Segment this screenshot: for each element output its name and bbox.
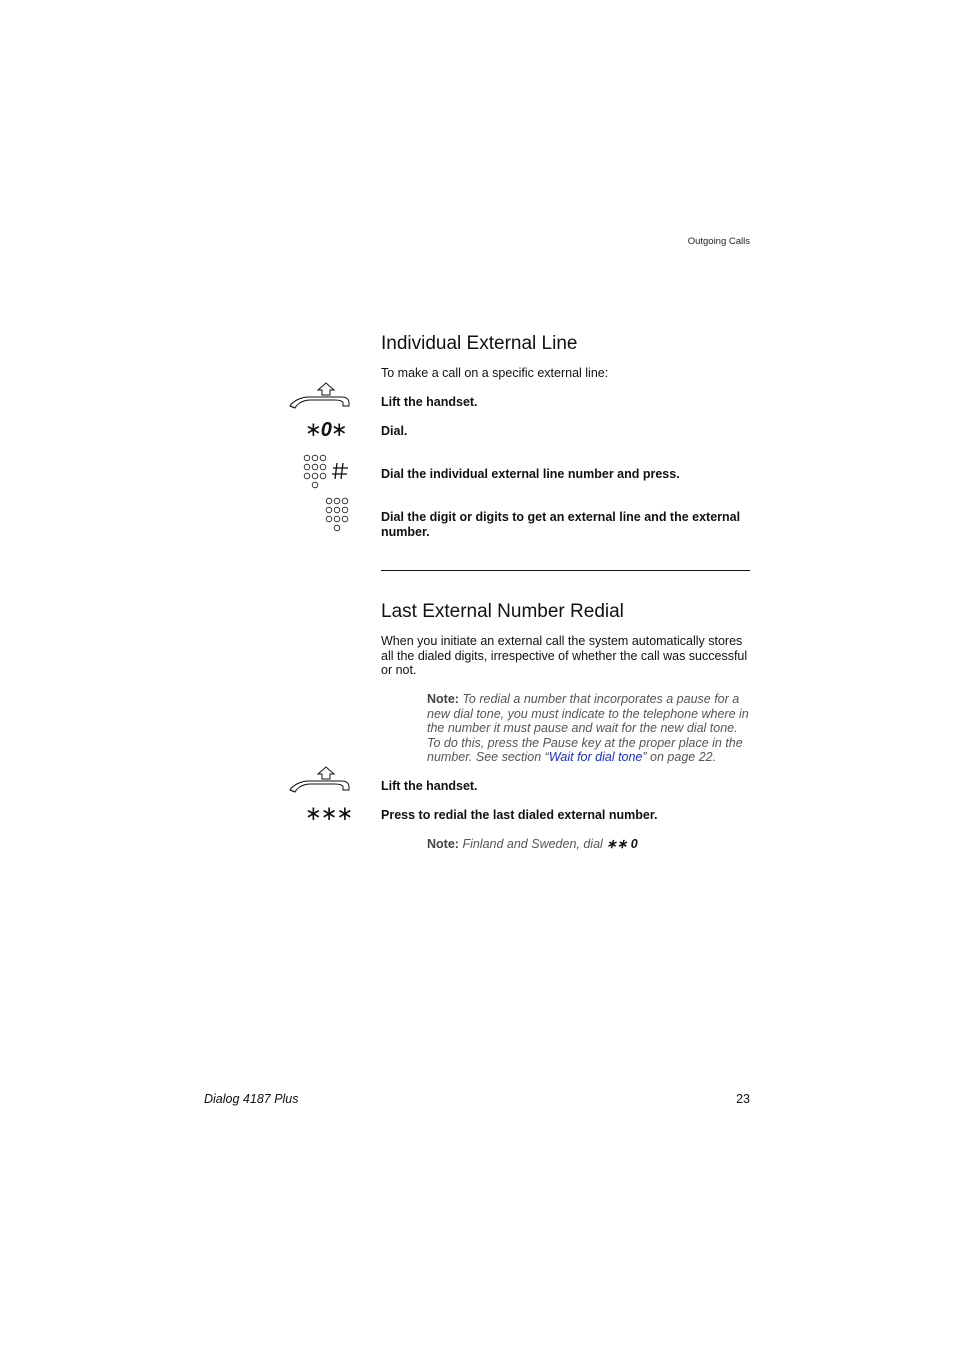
star-star-zero-keys: ∗∗ 0 [606, 837, 638, 851]
step-lift-handset-redial: Lift the handset. [381, 779, 478, 793]
note-label: Note: [427, 692, 459, 706]
star-star-star-keys-icon: ∗∗∗ [305, 801, 353, 825]
keypad-icon [324, 497, 352, 533]
step-press-redial: Press to redial the last dialed external number. [381, 808, 658, 822]
step-lift-handset: Lift the handset. [381, 395, 478, 409]
handset-lift-icon [287, 381, 351, 411]
note-finland-sweden [427, 837, 753, 852]
link-wait-for-dial-tone[interactable]: Wait for dial tone [548, 750, 643, 765]
note2-label: Note: [427, 837, 459, 851]
running-header: Outgoing Calls [687, 236, 750, 247]
keypad-hash-icon [302, 454, 352, 490]
note-text-after: ” on page 22. [642, 750, 717, 765]
note-pause-redial [427, 692, 753, 765]
note-text: To redial a number that incorporates a pause for a new dial tone, you must indicate to the telephone where in the number it must pause and wait for the new dial tone. To do this, press the Pause key at the proper place in the number. See section “ [427, 692, 749, 765]
footer-product: Dialog 4187 Plus [204, 1092, 299, 1106]
star-zero-star-keys-icon: ∗0∗ [305, 417, 347, 441]
note2-text: Finland and Sweden, dial [462, 837, 603, 851]
section2-intro: When you initiate an external call the system automatically stores all the dialed digits, irrespective of whether the call was successful or not. [381, 634, 748, 678]
section-title-last-external-number-redial: Last External Number Redial [381, 601, 624, 622]
section1-intro: To make a call on a specific external line: [381, 366, 609, 380]
handset-lift-icon [287, 765, 351, 795]
section-divider [381, 570, 750, 571]
section-title-individual-external-line: Individual External Line [381, 333, 578, 354]
step-dial: Dial. [381, 424, 408, 438]
page-number: 23 [736, 1092, 750, 1106]
step-dial-digits-external-number: Dial the digit or digits to get an external line and the external number. [381, 510, 741, 539]
step-dial-external-line-number: Dial the individual external line number and press. [381, 467, 680, 481]
